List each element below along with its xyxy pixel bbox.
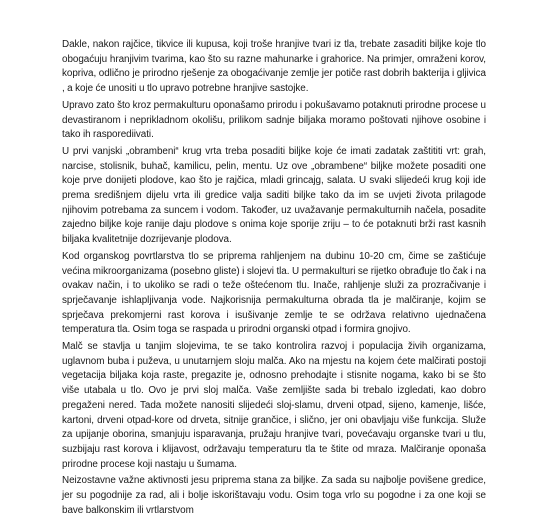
document-page	[62, 38, 486, 521]
paragraph-soil-preparation: Kod organskog povrtlarstva tlo se priprema rahljenjem na dubinu 10-20 cm, čime se zaštićuje većina mikroorganizama (posebno gliste) i slojevi tla. U permakulturi se rijetko obrađuje tlo čak i na ovakav način, i to ukoliko se radi o teže oštećenom tlu. Inače, rahljenje služi za prozračivanje i sprječavanje ishlapljivanja vode. Najkorisnija permakulturna obrada tla je malčiranje, kojim se sprječava prekomjerni rast korova i isušivanje zemlje te se održava relativno ujednačena temperatura tla. Osim toga se raspada u prirodni organski otpad i formira gnojivo.	[62, 250, 486, 336]
paragraph-imitating-nature: Upravo zato što kroz permakulturu oponašamo prirodu i pokušavamo potaknuti prirodne procese u devastiranom i neprikladnom okolišu, prilikom sadnje biljaka moramo poštovati njihove osobine i tako ih rasporediivati.	[62, 99, 486, 141]
paragraph-crop-rotation: Dakle, nakon rajčice, tikvice ili kupusa, koji troše hranjive tvari iz tla, trebate zasaditi biljke koje tlo obogaćuju hranjivim tvarima, kao što su razne mahunarke i grahorice. Na primjer, omraženi korov, kopriva, odlično je prirodno rješenje za obogaćivanje zemlje jer potiče rast dobrih bakterija i gljivica , a koje će unositi u tlo upravo potrebne hranjive sastojke.	[62, 39, 486, 95]
paragraph-mulching: Malč se stavlja u tanjim slojevima, te se tako kontrolira razvoj i populacija živih organizama, uglavnom buba i puževa, u unutarnjem sloju malča. Ako na mjestu na kojem ćete malčirati postoji vegetacija biljaka koja raste, pregazite je, odnosno prehodajte i stisnite nogama, kako bi se što više utabala u tlo. Ovo je prvi sloj malča. Vaše zemljište sada bi trebalo izgledati, kao dobro pregaženi nered. Tada možete nanositi slijedeći sloj-slamu, drveni otpad, sijeno, kamenje, lišće, kartoni, drveni otpad-kore od drveta, sitnije grančice, i slično, jer oni obavljaju više funkcija. Služe za upijanje oborina, smanjuju isparavanja, pružaju hranjive tvari, povećavaju organske tvari u tlu, suzbijaju rast korova i klijavost, održavaju temperaturu tla te štite od mraza. Malčiranje oponaša prirodne procese koji nastaju u šumama.	[62, 341, 486, 470]
paragraph-defensive-ring: U prvi vanjski „obrambeni“ krug vrta treba posaditi biljke koje će imati zadatak zaštititi vrt: grah, narcise, stolisnik, buhač, kamilicu, pelin, mentu. Uz ove „obrambene“ biljke možete posaditi one koje prve donijeti plodove, kao što je rajčica, mladi grincajg, salata. U svaki slijedeći krug koji ide prema središnjem dijelu vrta ili gredice valja saditi biljke tako da im se uvjeti života prilagode njihovim potrebama za suncem i vodom. Također, uz uvažavanje permakulturnih načela, posadite zajedno biljke koje ranije daju plodove s onima koje sporije zriju – to će potaknuti brži rast kasnih biljaka kvalitetnije dozrijevanje plodova.	[62, 145, 486, 246]
paragraph-raised-beds: Neizostavne važne aktivnosti jesu priprema stana za biljke. Za sada su najbolje povišene gredice, jer su pogodnije za rad, ali i bolje iskorištavaju vodu. Osim toga vrlo su pogodne i za one koji se bave balkonskim ili vrtlarstvom	[62, 475, 486, 516]
